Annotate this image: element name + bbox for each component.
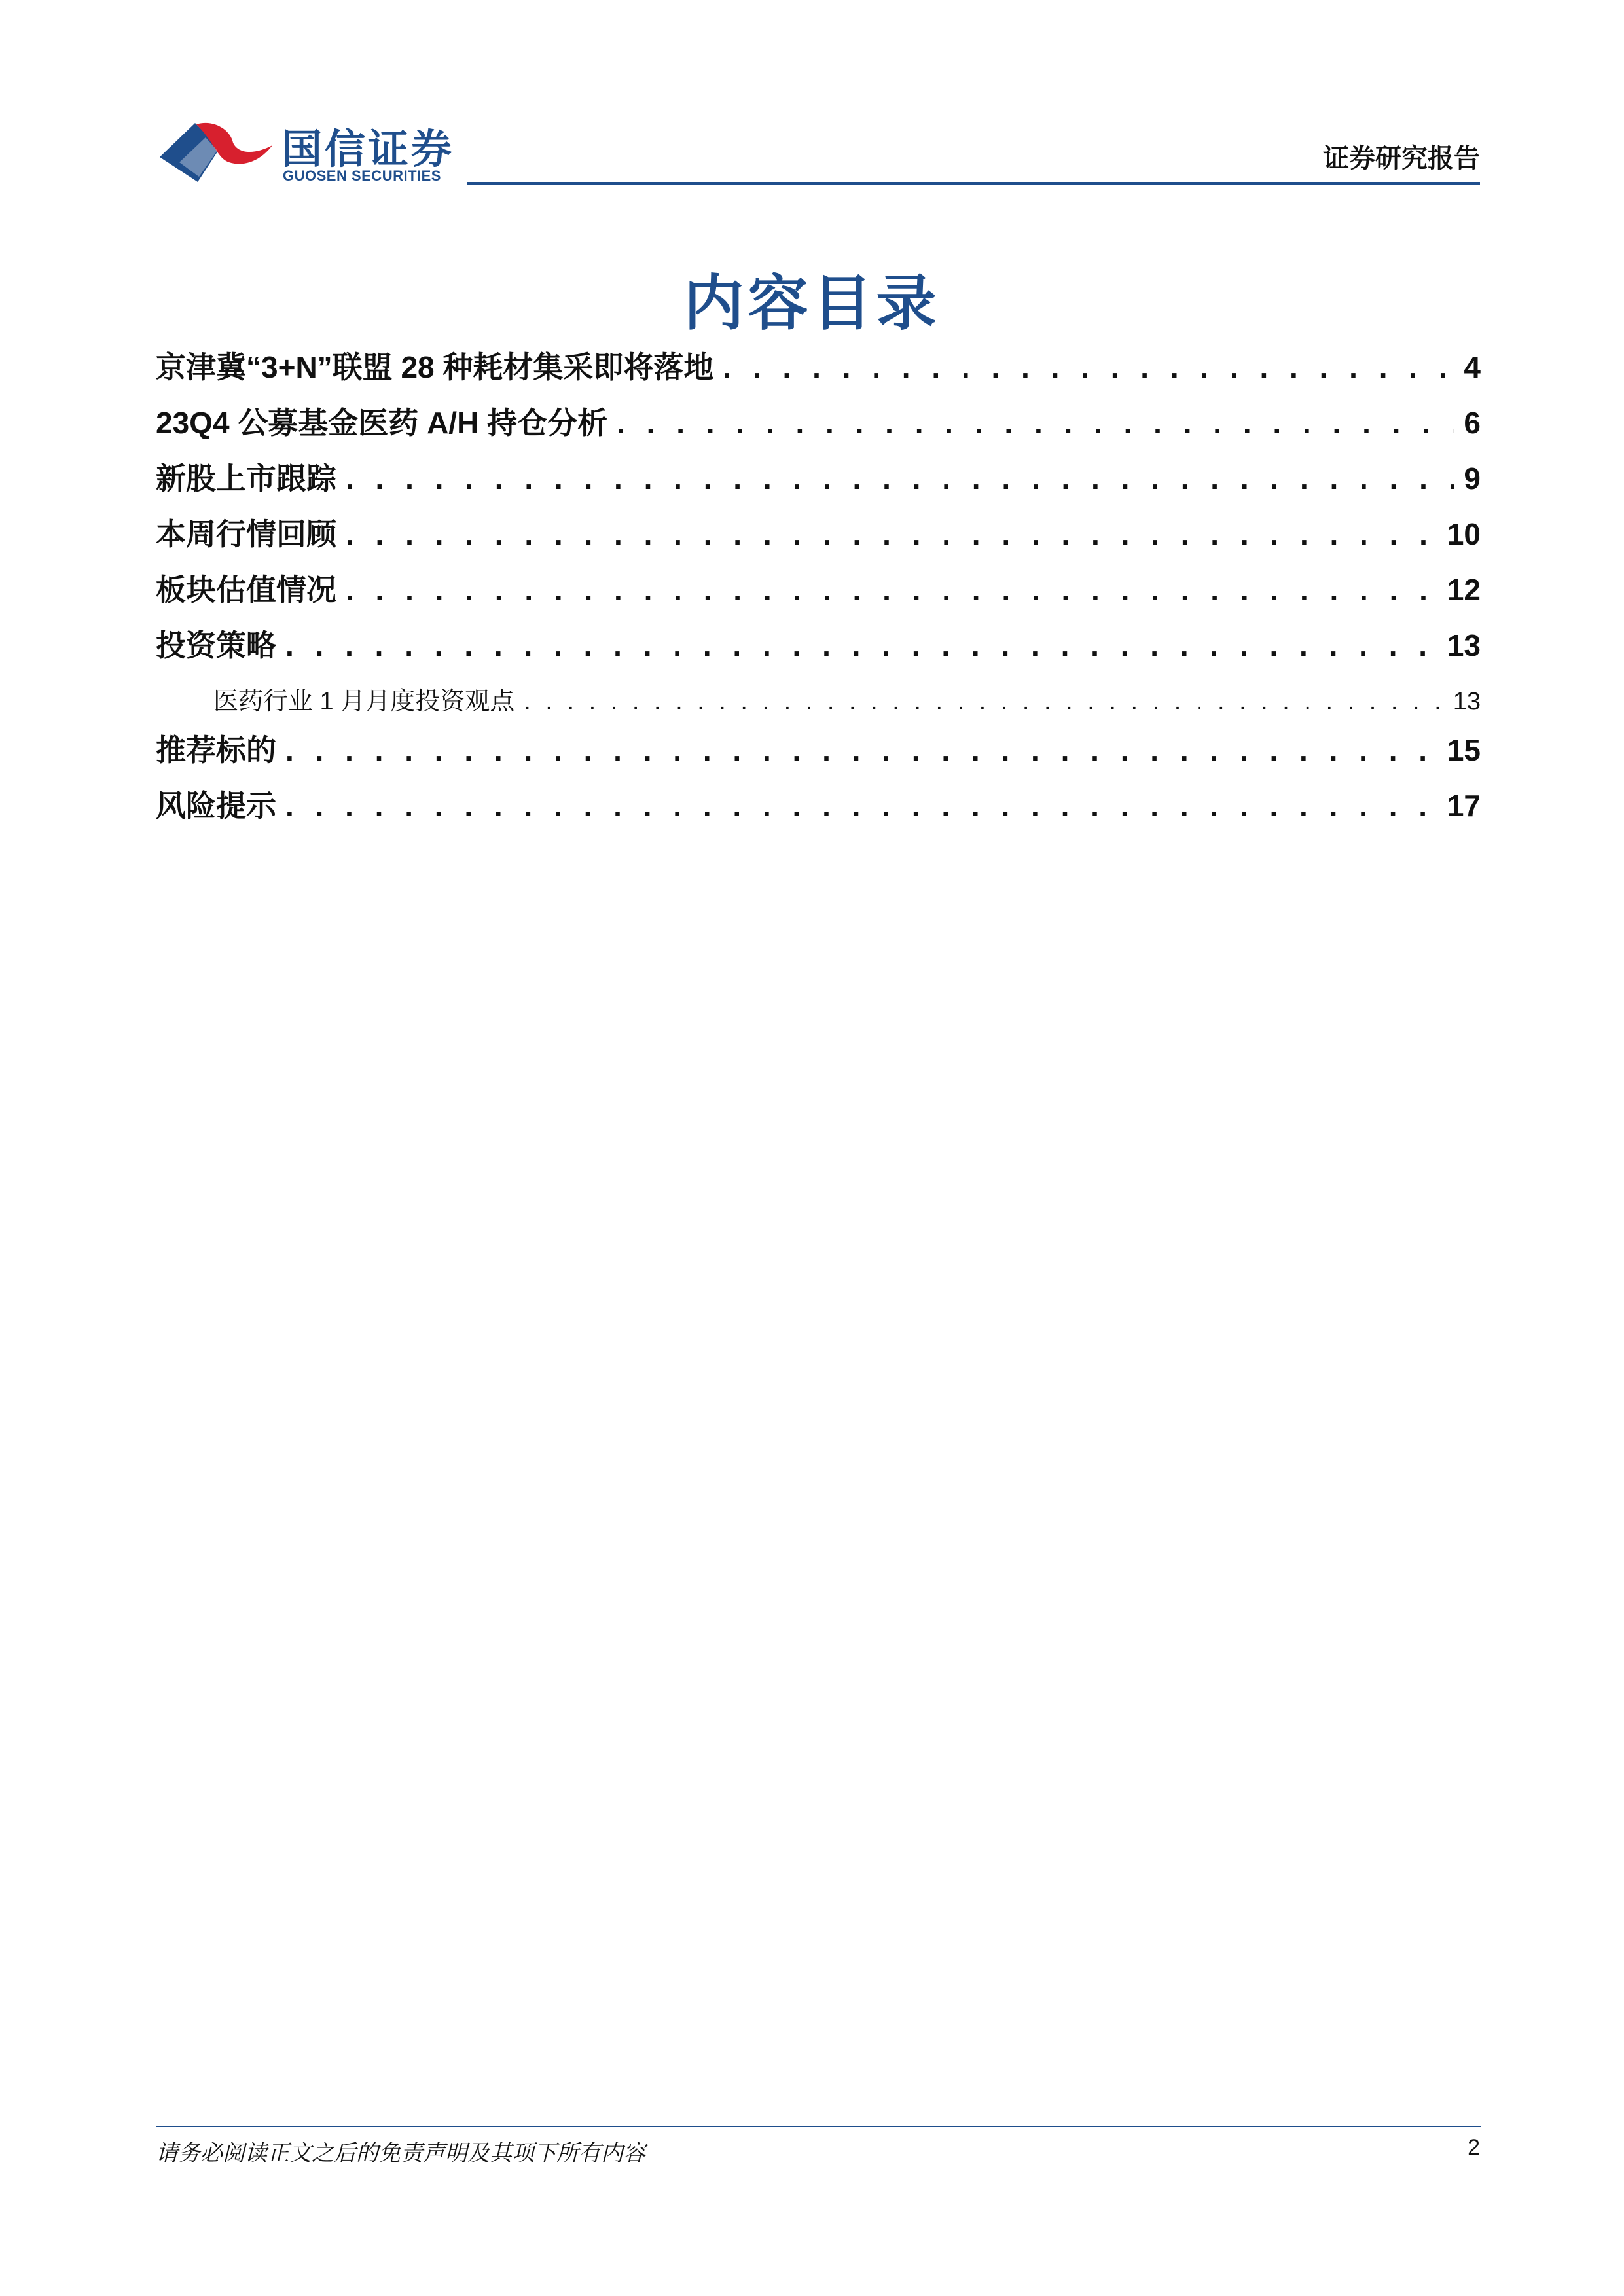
toc-entry[interactable] xyxy=(156,344,1481,387)
footer-disclaimer: 请务必阅读正文之后的免责声明及其项下所有内容 xyxy=(156,2141,645,2166)
toc-leader-dots xyxy=(285,732,1438,768)
toc-entry-label: 投资策略 xyxy=(156,628,276,662)
toc-entry[interactable] xyxy=(156,726,1481,770)
toc-leader-dots xyxy=(346,516,1438,552)
toc-entry-page: 17 xyxy=(1447,789,1481,823)
toc-entry-label: 京津冀“3+N”联盟 28 种耗材集采即将落地 xyxy=(156,350,714,384)
toc-entry[interactable] xyxy=(156,566,1481,609)
toc-leader-dots xyxy=(346,572,1438,607)
toc-entry-label: 医药行业 1 月月度投资观点 xyxy=(213,688,515,715)
logo-chinese-name: 国信证券 xyxy=(281,127,455,172)
toc-entry-page: 13 xyxy=(1447,628,1481,662)
toc-entry-label: 推荐标的 xyxy=(156,733,276,767)
toc-entry-label: 板块估值情况 xyxy=(156,573,336,607)
toc-entry-page: 12 xyxy=(1447,573,1481,607)
report-type-label: 证券研究报告 xyxy=(1323,144,1480,173)
toc-entry-label: 新股上市跟踪 xyxy=(156,461,336,495)
toc-entry-label: 本周行情回顾 xyxy=(156,517,336,551)
toc-entry-page: 9 xyxy=(1464,461,1481,495)
toc-entry-page: 10 xyxy=(1447,517,1481,551)
toc-entry-page: 15 xyxy=(1447,733,1481,767)
toc-leader-dots xyxy=(617,405,1454,440)
toc-entry[interactable] xyxy=(156,399,1481,442)
toc-entry-page: 4 xyxy=(1464,350,1481,384)
toc-entry-label: 风险提示 xyxy=(156,789,276,823)
toc-entry-page: 6 xyxy=(1464,406,1481,440)
toc-entry[interactable] xyxy=(156,782,1481,825)
toc-entry[interactable] xyxy=(156,455,1481,498)
toc-leader-dots xyxy=(524,688,1443,716)
toc-entry-page: 13 xyxy=(1453,688,1481,715)
toc-entry[interactable] xyxy=(156,622,1481,665)
footer-divider xyxy=(156,2126,1481,2127)
header-divider xyxy=(467,182,1480,185)
logo-english-name: GUOSEN SECURITIES xyxy=(283,168,441,184)
guosen-logo-icon xyxy=(157,117,275,192)
toc-entry[interactable] xyxy=(156,511,1481,554)
toc-leader-dots xyxy=(285,628,1438,663)
toc-leader-dots xyxy=(285,788,1438,823)
toc-leader-dots xyxy=(346,461,1454,496)
guosen-logo xyxy=(157,117,455,192)
toc-title: 内容目录 xyxy=(683,270,941,337)
toc-entry-label: 23Q4 公募基金医药 A/H 持仓分析 xyxy=(156,406,608,440)
page-number: 2 xyxy=(1468,2135,1480,2160)
toc-leader-dots xyxy=(723,350,1454,385)
toc-entry[interactable] xyxy=(156,681,1481,717)
